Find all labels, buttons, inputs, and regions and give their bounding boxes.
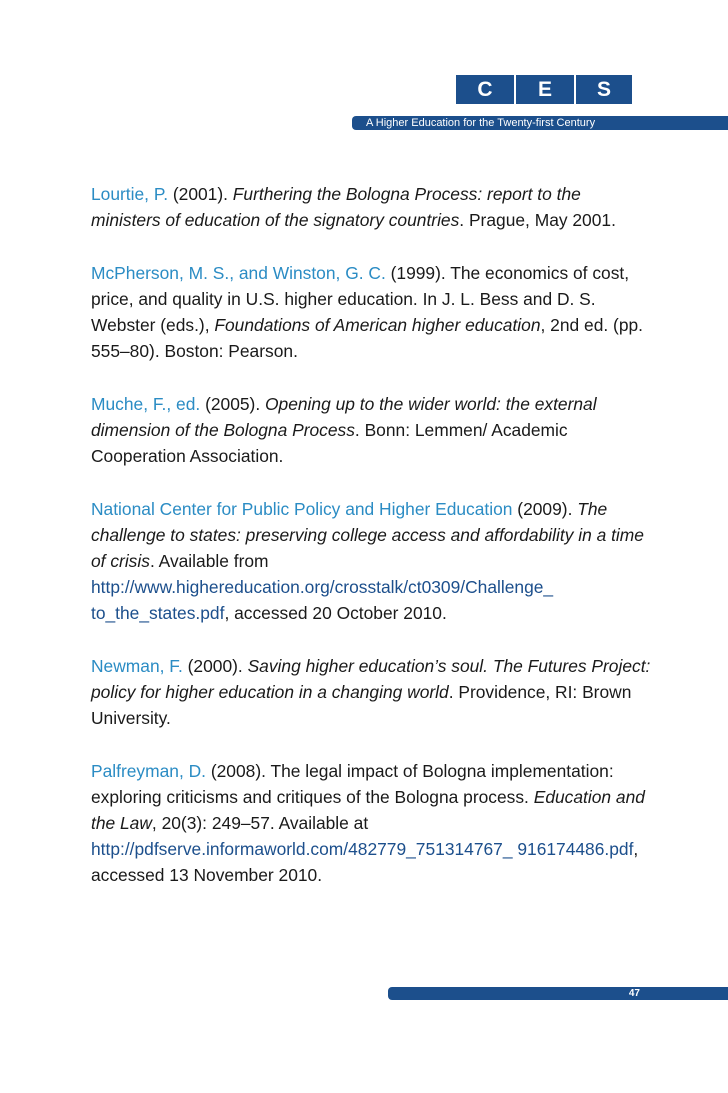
ref-author: McPherson, M. S., and Winston, G. C. — [91, 263, 386, 283]
reference-entry — [91, 391, 651, 469]
ref-year: (1999). — [385, 263, 451, 283]
ref-rest: , 2nd ed. (pp. 555–80). Boston: Pearson. — [91, 315, 643, 361]
ref-pre: The legal impact of Bologna implementation: exploring criticisms and critiques of the Bologna process. — [91, 761, 614, 807]
ref-year: (2005). — [200, 394, 265, 414]
ref-rest: . Prague, May 2001. — [459, 210, 616, 230]
reference-entry — [91, 181, 651, 233]
ref-title: The challenge to states: preserving college access and affordability in a time of crisis — [91, 499, 644, 571]
logo-letter-e: E — [516, 75, 574, 104]
tagline: A Higher Education for the Twenty-first Century — [366, 117, 596, 129]
ref-title: Saving higher education’s soul. The Futures Project: policy for higher education in a changing world — [91, 656, 651, 702]
ref-mid: , 20(3): 249–57. Available at — [151, 813, 369, 833]
page-number: 47 — [628, 988, 640, 999]
ref-year: (2000). — [182, 656, 248, 676]
ref-url-link[interactable]: http://www.highereducation.org/crosstalk/ct0309/Challenge_ to_the_states.pdf — [91, 577, 554, 623]
reference-entry — [91, 496, 651, 626]
ref-title: Education and the Law — [91, 787, 645, 833]
ref-pre: The economics of cost, price, and quality in U.S. higher education. In J. L. Bess and D. S. Webster (eds.), — [91, 263, 630, 335]
ref-author: Muche, F., ed. — [91, 394, 201, 414]
ref-year: (2009). — [512, 499, 578, 519]
footer-bar — [388, 987, 728, 1000]
reference-entry — [91, 653, 651, 731]
ref-author: Lourtie, P. — [91, 184, 169, 204]
ref-mid: . Available from — [149, 551, 269, 571]
ref-rest: , accessed 20 October 2010. — [224, 603, 447, 623]
ref-title: Opening up to the wider world: the external dimension of the Bologna Process — [91, 394, 597, 440]
reference-list — [91, 181, 651, 915]
reference-entry — [91, 260, 651, 364]
ref-title: Foundations of American higher education — [214, 315, 541, 335]
ref-url-link[interactable]: http://pdfserve.informaworld.com/482779_751314767_ 916174486.pdf — [91, 839, 634, 859]
ref-year: (2001). — [168, 184, 233, 204]
ref-rest: . Providence, RI: Brown University. — [91, 682, 632, 728]
ref-author: National Center for Public Policy and Higher Education — [91, 499, 513, 519]
ref-author: Newman, F. — [91, 656, 183, 676]
logo-letter-c: C — [456, 75, 514, 104]
ref-rest: . Bonn: Lemmen/ Academic Cooperation Association. — [91, 420, 568, 466]
logo-letter-s: S — [576, 75, 632, 104]
ces-logo — [456, 75, 632, 104]
ref-rest: , accessed 13 November 2010. — [91, 839, 639, 885]
reference-entry — [91, 758, 651, 888]
ref-year: (2008). — [206, 761, 271, 781]
ref-author: Palfreyman, D. — [91, 761, 207, 781]
ref-title: Furthering the Bologna Process: report to the ministers of education of the signatory countries — [91, 184, 581, 230]
